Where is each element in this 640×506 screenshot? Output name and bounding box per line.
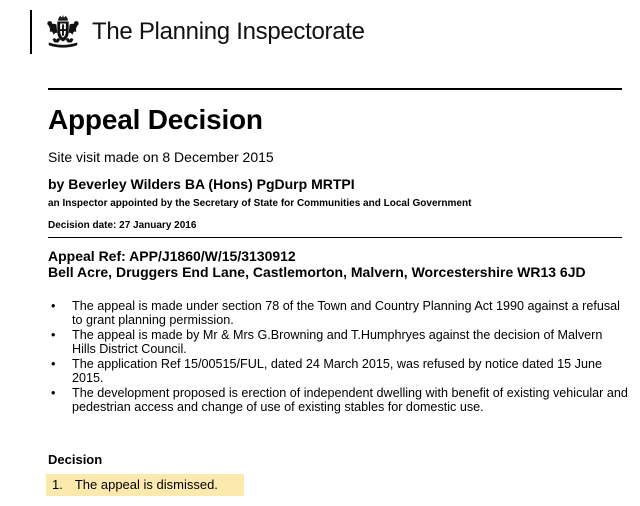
org-name: The Planning Inspectorate bbox=[92, 18, 365, 45]
list-item: • The application Ref 15/00515/FUL, dated 24 March 2015, was refused by notice dated 15 June 2015. bbox=[48, 357, 628, 385]
inspector-name: by Beverley Wilders BA (Hons) PgDurp MRTPI bbox=[48, 176, 355, 192]
appointed-by: an Inspector appointed by the Secretary of State for Communities and Local Government bbox=[48, 198, 472, 209]
section-divider bbox=[48, 237, 622, 238]
site-visit-date: Site visit made on 8 December 2015 bbox=[48, 149, 274, 165]
header bbox=[30, 8, 365, 56]
list-item: • The appeal is made under section 78 of the Town and Country Planning Act 1990 against a refusal to grant planning permission. bbox=[48, 299, 628, 327]
header-divider bbox=[30, 10, 32, 54]
appeal-details-list bbox=[48, 299, 628, 415]
title-divider bbox=[48, 88, 622, 90]
royal-crest-icon bbox=[44, 13, 82, 51]
appeal-ref: Appeal Ref: APP/J1860/W/15/3130912 bbox=[48, 248, 296, 264]
decision-item-text: The appeal is dismissed. bbox=[74, 477, 218, 492]
list-item: • The appeal is made by Mr & Mrs G.Browning and T.Humphryes against the decision of Malvern Hills District Council. bbox=[48, 328, 628, 356]
decision-heading: Decision bbox=[48, 452, 103, 467]
decision-date: Decision date: 27 January 2016 bbox=[48, 220, 197, 231]
decision-item-number: 1. bbox=[52, 477, 63, 492]
list-item: • The development proposed is erection of independent dwelling with benefit of existing vehicular and pedestrian access and change of use of existing stables for domestic use. bbox=[48, 386, 628, 414]
appeal-address: Bell Acre, Druggers End Lane, Castlemorton, Malvern, Worcestershire WR13 6JD bbox=[48, 264, 586, 280]
page-title: Appeal Decision bbox=[48, 104, 263, 135]
appeal-reference-block bbox=[48, 248, 618, 280]
decision-highlight bbox=[46, 474, 244, 496]
